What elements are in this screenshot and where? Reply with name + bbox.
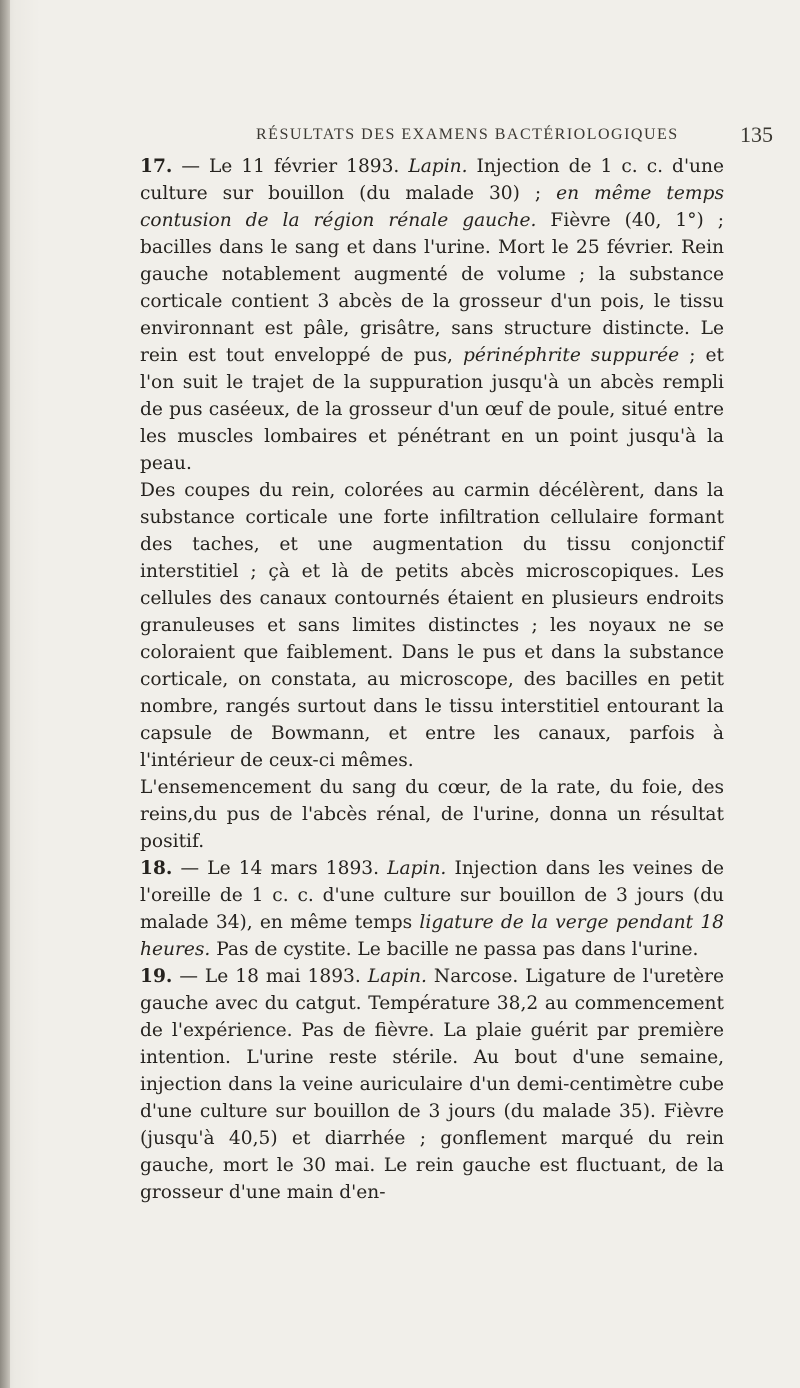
text-run: Fièvre (40, 1°) ; bacilles dans le sang et dans l'urine. Mort le 25 février. Rein gauche notablement augmenté de volume ; la substance corticale contient 3 abcès de la grosseur d'un pois, le tissu environnant est pâle, grisâtre, sans structure distincte. Le rein est tout enveloppé de pus, [140, 210, 724, 366]
paragraph [140, 855, 724, 963]
body-text [140, 153, 724, 1206]
paragraph [140, 477, 724, 774]
text-run: Narcose. Ligature de l'uretère gauche avec du catgut. Température 38,2 au commencement de l'expérience. Pas de fièvre. La plaie guérit par première intention. L'urine reste stérile. Au bout d'une semaine, injection dans la veine auriculaire d'un demi-centimètre cube d'une culture sur bouillon de 3 jours (du malade 35). Fièvre (jusqu'à 40,5) et diarrhée ; gonflement marqué du rein gauche, mort le 30 mai. Le rein gauche est fluctuant, de la grosseur d'une main d'en- [140, 966, 724, 1203]
page-binding-shadow [0, 0, 10, 1388]
text-run: — Le 11 février 1893. [172, 156, 409, 177]
text-run: Des coupes du rein, colorées au carmin décélèrent, dans la substance corticale une forte infiltration cellulaire formant des taches, et une augmentation du tissu conjonctif interstitiel ; çà et là de petits abcès microscopiques. Les cellules des canaux contournés étaient en plusieurs endroits granuleuses et sans limites distinctes ; les noyaux ne se coloraient que faiblement. Dans le pus et dans la substance corticale, on constata, au microscope, des bacilles en petit nombre, rangés surtout dans le tissu interstitiel entourant la capsule de Bowmann, et entre les canaux, parfois à l'intérieur de ceux-ci mêmes. [140, 480, 724, 771]
observation-number: 18. [140, 858, 173, 879]
running-header: RÉSULTATS DES EXAMENS BACTÉRIOLOGIQUES [256, 126, 679, 143]
paragraph [140, 153, 724, 477]
page-number: 135 [740, 122, 773, 147]
italic-text: Lapin. [387, 858, 447, 879]
text-run: ; et l'on suit le trajet de la suppuration jusqu'à un abcès rempli de pus caséeux, de la grosseur d'un œuf de poule, situé entre les muscles lombaires et pénétrant en un point jusqu'à la peau. [140, 345, 724, 474]
observation-number: 17. [140, 156, 173, 177]
italic-text: périnéphrite suppurée [462, 345, 680, 366]
paragraph [140, 774, 724, 855]
text-run: Pas de cystite. Le bacille ne passa pas dans l'urine. [210, 939, 699, 960]
observation-number: 19. [140, 966, 173, 987]
italic-text: ligature de la verge pendant 18 heures. [140, 912, 724, 960]
text-run: Injection dans les veines de l'oreille de 1 c. c. d'une culture sur bouillon de 3 jours (du malade 34), en même temps [140, 858, 724, 933]
paragraph [140, 963, 724, 1206]
italic-text: en même temps contusion de la région rénale gauche. [140, 183, 724, 231]
text-run: L'ensemencement du sang du cœur, de la rate, du foie, des reins,du pus de l'abcès rénal, de l'urine, donna un résultat positif. [140, 777, 724, 852]
text-run: — Le 14 mars 1893. [172, 858, 388, 879]
text-run: — Le 18 mai 1893. [172, 966, 368, 987]
italic-text: Lapin. [367, 966, 427, 987]
italic-text: Lapin. [408, 156, 468, 177]
text-run: Injection de 1 c. c. d'une culture sur bouillon (du malade 30) ; [140, 156, 725, 204]
